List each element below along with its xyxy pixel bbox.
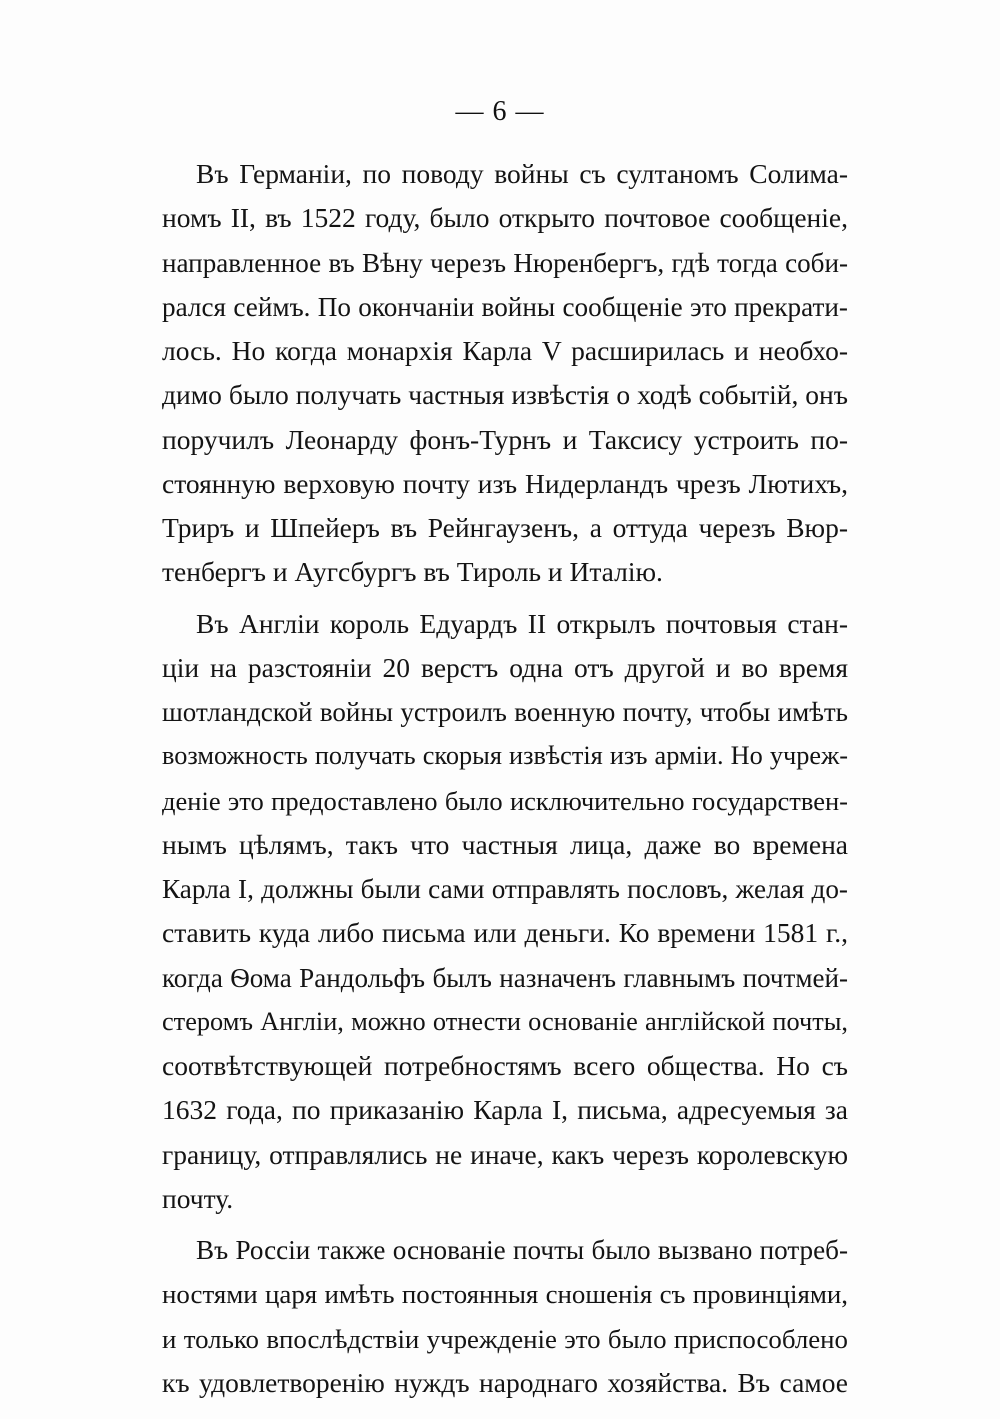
text-line: рался сеймъ. По окончаніи войны сообщеніе это прекрати-	[162, 291, 848, 322]
text-line: почту.	[162, 1182, 234, 1214]
text-line: ціи на разстояніи 20 верстъ одна отъ другой и во время	[162, 651, 848, 683]
text-line: къ удовлетворенію нуждъ народнаго хозяйства. Въ самое	[162, 1366, 848, 1398]
text-line: деніе это предоставлено было исключительно государствен-	[162, 785, 848, 816]
text-line: поручилъ Леонарду фонъ-Турнъ и Таксису устроить по-	[162, 423, 848, 455]
text-line: нымъ цѣлямъ, такъ что частныя лица, даже во времена	[162, 828, 848, 860]
text-line: стеромъ Англіи, можно отнести основаніе англійской почты,	[162, 1006, 848, 1036]
text-line: соотвѣтствующей потребностямъ всего общества. Но съ	[162, 1050, 848, 1081]
text-line: лось. Но когда монархія Карла V расширилась и необхо-	[162, 335, 848, 366]
text-line: Въ Германіи, по поводу войны съ султаномъ Солима-	[196, 158, 848, 189]
text-line: когда Ѳома Рандольфъ былъ назначенъ главнымъ почтмей-	[162, 962, 848, 993]
text-line: ностями царя имѣть постоянныя сношенія съ провинціями,	[162, 1279, 848, 1310]
text-line: направленное въ Вѣну черезъ Нюренбергъ, гдѣ тогда соби-	[162, 247, 848, 278]
text-line: ставить куда либо письма или деньги. Ко времени 1581 г.,	[162, 917, 848, 949]
text-line: и только впослѣдствіи учрежденіе это было приспособлено	[162, 1323, 848, 1354]
paragraph	[162, 602, 848, 1222]
text-line: Въ Англіи король Едуардъ II открылъ почтовыя стан-	[196, 607, 848, 639]
text-line: границу, отправлялись не иначе, какъ черезъ королевскую	[162, 1138, 848, 1170]
text-line: Въ Россіи также основаніе почты было вызвано потреб-	[196, 1235, 848, 1265]
paragraph	[162, 152, 848, 595]
page-number: — 6 —	[455, 96, 545, 127]
text-line: Триръ и Шпейеръ въ Рейнгаузенъ, а оттуда черезъ Вюр-	[162, 512, 848, 543]
paragraph-gap	[162, 595, 848, 602]
text-line: 1632 года, по приказанію Карла I, письма, адресуемыя за	[162, 1094, 848, 1126]
text-line: возможность получать скорыя извѣстія изъ арміи. Но учреж-	[162, 741, 848, 771]
paragraph-gap	[162, 1221, 848, 1228]
body-text	[162, 152, 848, 1405]
text-line: шотландской войны устроилъ военную почту, чтобы имѣть	[162, 697, 848, 727]
text-line: тенбергъ и Аугсбургъ въ Тироль и Италію.	[162, 556, 663, 588]
paragraph	[162, 1228, 848, 1405]
text-line: стоянную верховую почту изъ Нидерландъ чрезъ Лютихъ,	[162, 467, 848, 499]
text-line: номъ II, въ 1522 году, было открыто почтовое сообщеніе,	[162, 202, 848, 234]
text-line: димо было получать частныя извѣстія о ходѣ событій, онъ	[162, 379, 848, 411]
text-line: Карла I, должны были сами отправлять пословъ, желая до-	[162, 874, 848, 904]
